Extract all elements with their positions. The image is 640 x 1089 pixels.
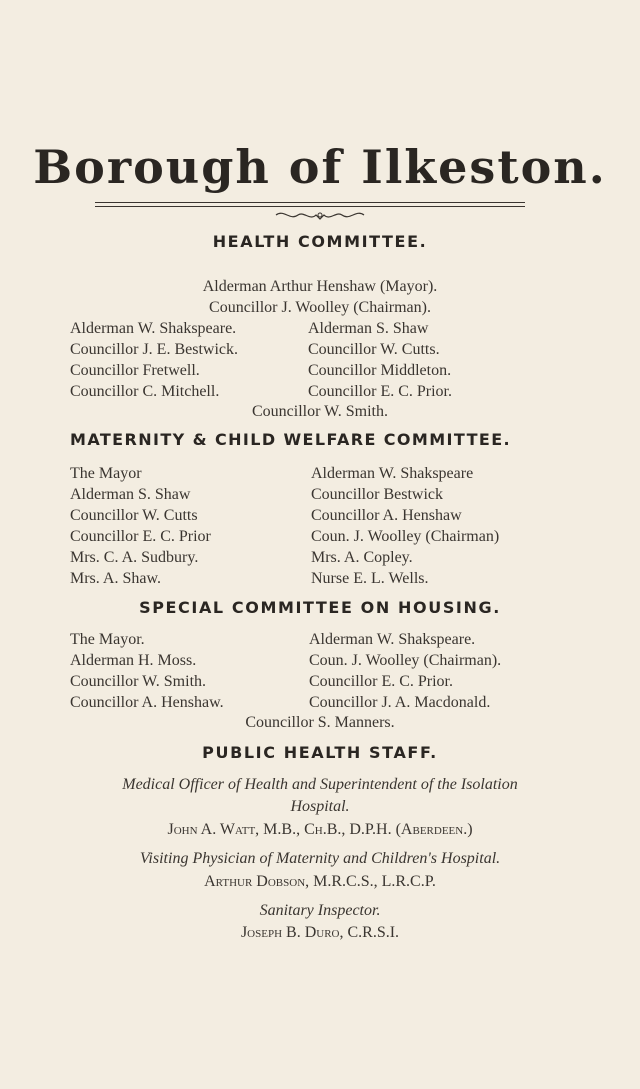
moh-name: John A. Watt, M.B., Ch.B., D.P.H. (Aberdeen.): [167, 821, 473, 838]
physician-title: Visiting Physician of Maternity and Children's Hospital.: [139, 850, 501, 867]
physician-name: Arthur Dobson, M.R.C.S., L.R.C.P.: [204, 873, 436, 890]
housing-member-right: Councillor J. A. Macdonald.: [309, 694, 491, 711]
health-member-left: Councillor J. E. Bestwick.: [70, 341, 238, 358]
maternity-member-right: Coun. J. Woolley (Chairman): [311, 528, 500, 545]
health-member-right: Councillor Middleton.: [308, 362, 452, 379]
moh-title-continued: Hospital.: [290, 798, 350, 815]
maternity-member-right: Councillor Bestwick: [311, 486, 443, 503]
health-member-left: Alderman W. Shakspeare.: [70, 320, 237, 337]
health-member-left: Councillor Fretwell.: [70, 362, 200, 379]
title-rule-thin: [95, 206, 525, 207]
maternity-member-right: Alderman W. Shakspeare: [311, 465, 474, 482]
health-member-centered: Councillor W. Smith.: [251, 403, 388, 420]
housing-member-left: Councillor W. Smith.: [70, 673, 207, 690]
maternity-member-right: Mrs. A. Copley.: [311, 549, 413, 566]
maternity-member-left: Mrs. A. Shaw.: [70, 570, 161, 587]
moh-title: Medical Officer of Health and Superintendent of the Isolation: [122, 776, 518, 793]
health-member-centered: Alderman Arthur Henshaw (Mayor).: [202, 278, 438, 295]
maternity-member-left: Councillor W. Cutts: [70, 507, 198, 524]
housing-member-centered: Councillor S. Manners.: [245, 714, 395, 731]
health-committee-heading: HEALTH COMMITTEE.: [212, 232, 428, 251]
housing-committee-heading: SPECIAL COMMITTEE ON HOUSING.: [139, 598, 501, 617]
document-title: Borough of Ilkeston.: [33, 140, 607, 194]
maternity-member-left: Mrs. C. A. Sudbury.: [70, 549, 199, 566]
ornament-flourish: [0, 209, 640, 230]
inspector-title: Sanitary Inspector.: [259, 902, 381, 919]
health-member-centered: Councillor J. Woolley (Chairman).: [209, 299, 431, 316]
maternity-committee-heading: MATERNITY & CHILD WELFARE COMMITTEE.: [70, 430, 512, 449]
maternity-member-left: The Mayor: [70, 465, 142, 482]
title-rule: [95, 202, 525, 203]
maternity-member-left: Alderman S. Shaw: [70, 486, 191, 503]
housing-member-right: Councillor E. C. Prior.: [309, 673, 453, 690]
health-member-right: Councillor E. C. Prior.: [308, 383, 452, 400]
health-member-right: Councillor W. Cutts.: [308, 341, 440, 358]
housing-member-left: Councillor A. Henshaw.: [70, 694, 224, 711]
health-member-left: Councillor C. Mitchell.: [70, 383, 220, 400]
staff-heading: PUBLIC HEALTH STAFF.: [202, 743, 438, 762]
inspector-name: Joseph B. Duro, C.R.S.I.: [240, 924, 400, 941]
housing-member-right: Alderman W. Shakspeare.: [309, 631, 476, 648]
maternity-member-left: Councillor E. C. Prior: [70, 528, 211, 545]
maternity-member-right: Councillor A. Henshaw: [311, 507, 462, 524]
housing-member-left: Alderman H. Moss.: [70, 652, 197, 669]
housing-member-left: The Mayor.: [70, 631, 145, 648]
maternity-member-right: Nurse E. L. Wells.: [311, 570, 429, 587]
health-member-right: Alderman S. Shaw: [308, 320, 429, 337]
housing-member-right: Coun. J. Woolley (Chairman).: [309, 652, 502, 669]
